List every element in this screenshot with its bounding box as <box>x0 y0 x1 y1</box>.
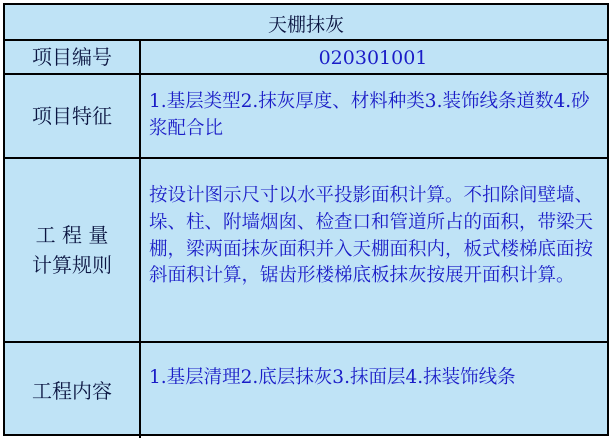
table-row-item-code <box>5 41 607 75</box>
row-label-item-code: 项目编号 <box>5 41 141 73</box>
table-row-work-content <box>5 343 607 438</box>
row-value-quantity-rules: 按设计图示尺寸以水平投影面积计算。不扣除间壁墙、垛、柱、附墙烟囱、检查口和管道所占的面积，带梁天棚，梁两面抹灰面积并入天棚面积内，板式楼梯底面按斜面积计算，锯齿形楼梯底板抹灰按展开面积计算。 <box>149 185 594 287</box>
row-label-quantity-rules-line2: 计算规则 <box>32 253 112 277</box>
table-title-row <box>5 5 607 41</box>
row-label-quantity-rules <box>5 159 141 341</box>
table-title: 天棚抹灰 <box>267 14 344 36</box>
table-row-quantity-rules <box>5 159 607 343</box>
row-label-quantity-rules-line1: 工 程 量 <box>35 223 109 247</box>
table-row-item-features <box>5 75 607 159</box>
row-label-item-features: 项目特征 <box>5 75 141 157</box>
row-value-item-code: 020301001 <box>318 47 428 69</box>
row-label-work-content: 工程内容 <box>5 343 141 438</box>
row-value-item-features: 1.基层类型2.抹灰厚度、材料种类3.装饰线条道数4.砂浆配合比 <box>149 91 590 139</box>
row-value-work-content: 1.基层清理2.底层抹灰3.抹面层4.抹装饰线条 <box>149 367 516 388</box>
spec-table <box>3 3 609 436</box>
